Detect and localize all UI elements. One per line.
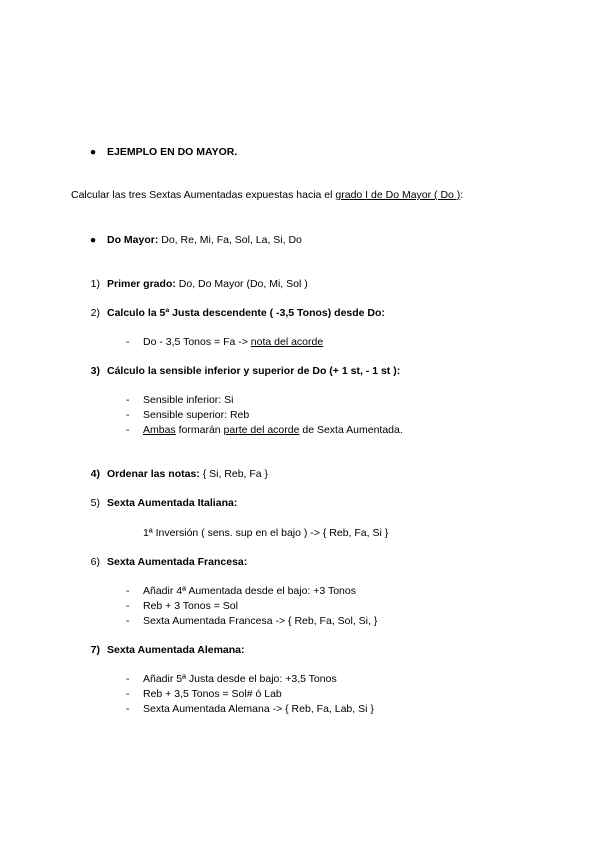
step-7-item: Añadir 5ª Justa desde el bajo: +3,5 Tonos: [143, 673, 337, 685]
ambas-line: [143, 424, 403, 437]
step-number: 3): [90, 365, 100, 377]
step-number: 7): [90, 644, 100, 656]
ambas-underlined-1: Ambas: [143, 424, 176, 436]
step-text: Do, Do Mayor (Do, Mi, Sol ): [175, 278, 308, 290]
intro-before: Calcular las tres Sextas Aumentadas expuestas hacia el: [71, 189, 336, 201]
step-2-item: [143, 336, 323, 349]
list-dash: -: [126, 336, 130, 348]
step-2: Calculo la 5ª Justa descendente ( -3,5 Tonos) desde Do:: [107, 307, 385, 319]
intro-after: :: [460, 189, 464, 201]
list-dash: -: [126, 585, 130, 597]
ambas-underlined-2: parte del acorde: [223, 424, 300, 436]
step-5-text: 1ª Inversión ( sens. sup en el bajo ) -> { Reb, Fa, Si }: [143, 527, 389, 539]
step-3: Cálculo la sensible inferior y superior de Do (+ 1 st, - 1 st ):: [107, 365, 401, 377]
step-6-item: Añadir 4ª Aumentada desde el bajo: +3 Tonos: [143, 585, 356, 597]
intro-underlined: grado I de Do Mayor ( Do ): [335, 189, 461, 201]
scale-bullet: ●: [89, 234, 97, 246]
list-dash: -: [126, 424, 130, 436]
step-5: Sexta Aumentada Italiana:: [107, 497, 238, 509]
step-4: [107, 468, 268, 481]
step-7-item: Sexta Aumentada Alemana -> { Reb, Fa, Lab, Si }: [143, 703, 374, 715]
step-1: [107, 278, 308, 291]
item-text: Do - 3,5 Tonos = Fa ->: [143, 336, 251, 348]
heading-bullet: ●: [89, 146, 97, 158]
step-number: 6): [90, 556, 100, 568]
sensible-superior: Sensible superior: Reb: [143, 409, 250, 421]
item-underlined: nota del acorde: [250, 336, 324, 348]
scale-line: [107, 234, 302, 247]
step-6: Sexta Aumentada Francesa:: [107, 556, 248, 568]
step-text: { Si, Reb, Fa }: [199, 468, 269, 480]
list-dash: -: [126, 409, 130, 421]
sensible-inferior: Sensible inferior: Si: [143, 394, 234, 406]
step-7-item: Reb + 3,5 Tonos = Sol# ó Lab: [143, 688, 282, 700]
step-number: 2): [90, 307, 100, 319]
scale-label: Do Mayor:: [107, 234, 159, 246]
ambas-text-2: de Sexta Aumentada.: [299, 424, 403, 436]
section-heading: EJEMPLO EN DO MAYOR.: [107, 146, 238, 158]
list-dash: -: [126, 688, 130, 700]
step-6-item: Sexta Aumentada Francesa -> { Reb, Fa, Sol, Si, }: [143, 615, 378, 627]
step-number: 5): [90, 497, 100, 509]
list-dash: -: [126, 673, 130, 685]
step-number: 4): [90, 468, 100, 480]
list-dash: -: [126, 394, 130, 406]
list-dash: -: [126, 703, 130, 715]
ambas-text-1: formarán: [175, 424, 224, 436]
step-number: 1): [90, 278, 100, 290]
step-6-item: Reb + 3 Tonos = Sol: [143, 600, 238, 612]
step-7: Sexta Aumentada Alemana:: [107, 644, 245, 656]
step-label: Primer grado:: [107, 278, 176, 290]
scale-notes: Do, Re, Mi, Fa, Sol, La, Si, Do: [158, 234, 302, 246]
list-dash: -: [126, 615, 130, 627]
list-dash: -: [126, 600, 130, 612]
intro-text: [71, 189, 463, 202]
step-label: Ordenar las notas:: [107, 468, 200, 480]
